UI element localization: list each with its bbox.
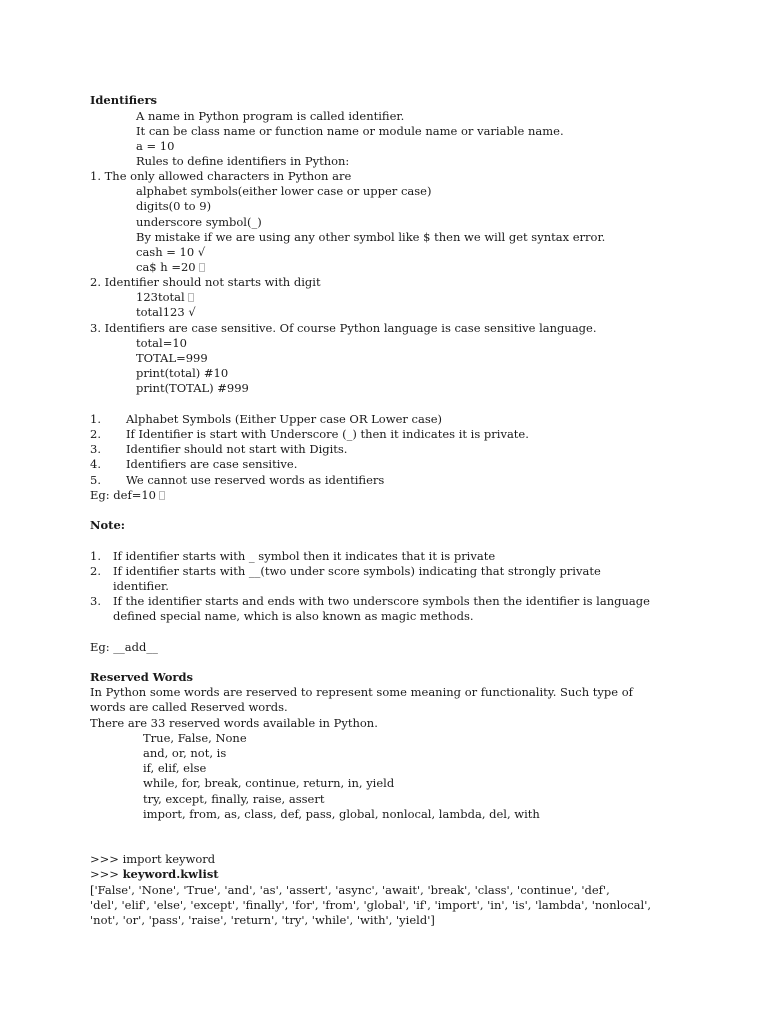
intro-line: A name in Python program is called identifier. [136,109,405,123]
summary-item: We cannot use reserved words as identifiers [126,473,385,487]
summary-item: Alphabet Symbols (Either Upper case OR Lower case) [126,412,443,426]
keyword-group: try, except, finally, raise, assert [143,792,325,806]
note-number: 1. [90,549,101,563]
summary-number: 1. [90,412,101,426]
valid-example [136,305,196,320]
example-code: total123 [136,305,185,319]
example-code: cash = 10 [136,245,195,259]
example-code: 123total [136,290,185,304]
rule-3-item: print(TOTAL) #999 [136,381,249,395]
note-item: If identifier starts with _ symbol then it indicates that it is private [113,549,496,563]
check-icon: √ [197,245,206,259]
rule-2-title: 2. Identifier should not starts with digit [90,275,321,289]
summary-number: 5. [90,473,101,487]
rule-3-item: TOTAL=999 [136,351,208,365]
note-heading: Note: [90,518,126,532]
invalid-example [136,290,194,305]
example-code: ca$ h =20 [136,260,196,274]
invalid-example [136,260,205,275]
intro-line: a = 10 [136,139,175,153]
note-item-continued: identifier. [113,579,169,593]
note-item-continued: defined special name, which is also known as magic methods. [113,609,474,623]
code-line [90,852,215,867]
keyword-group: True, False, None [143,731,247,745]
invalid-example [90,488,165,503]
keyword-group: import, from, as, class, def, pass, global, nonlocal, lambda, del, with [143,807,540,821]
intro-line: Rules to define identifiers in Python: [136,154,350,168]
note-example: Eg: __add__ [90,640,158,654]
intro-line: It can be class name or function name or module name or variable name. [136,124,564,138]
reserved-words-heading: Reserved Words [90,670,193,684]
summary-item: Identifier should not start with Digits. [126,442,348,456]
rule-3-title: 3. Identifiers are case sensitive. Of course Python language is case sensitive language. [90,321,597,335]
cross-box-icon [159,491,165,500]
summary-item: If Identifier is start with Underscore (_) then it indicates it is private. [126,427,529,441]
code-output: 'not', 'or', 'pass', 'raise', 'return', 'try', 'while', 'with', 'yield'] [90,913,435,927]
reserved-intro: words are called Reserved words. [90,700,288,714]
rule-1-item: By mistake if we are using any other symbol like $ then we will get syntax error. [136,230,606,244]
identifiers-heading: Identifiers [90,93,157,107]
rule-1-item: alphabet symbols(either lower case or upper case) [136,184,432,198]
code-output: 'del', 'elif', 'else', 'except', 'finally', 'for', 'from', 'global', 'if', 'import', 'in', 'is', 'lambda', 'nonlocal', [90,898,652,912]
code-text: import keyword [122,852,216,866]
note-item: If the identifier starts and ends with two underscore symbols then the identifier is language [113,594,650,608]
reserved-intro: There are 33 reserved words available in Python. [90,716,378,730]
rule-3-item: print(total) #10 [136,366,229,380]
code-line [90,867,219,882]
example-code: Eg: def=10 [90,488,156,502]
keyword-group: and, or, not, is [143,746,227,760]
reserved-intro: In Python some words are reserved to represent some meaning or functionality. Such type of [90,685,633,699]
cross-box-icon [199,263,205,272]
keyword-group: while, for, break, continue, return, in, yield [143,776,395,790]
rule-1-title: 1. The only allowed characters in Python are [90,169,352,183]
rule-3-item: total=10 [136,336,187,350]
prompt: >>> [90,852,119,866]
summary-item: Identifiers are case sensitive. [126,457,298,471]
cross-box-icon [188,293,194,302]
note-number: 2. [90,564,101,578]
rule-1-item: digits(0 to 9) [136,199,212,213]
prompt: >>> [90,867,119,881]
keyword-group: if, elif, else [143,761,207,775]
check-icon: √ [188,305,196,319]
code-output: ['False', 'None', 'True', 'and', 'as', 'assert', 'async', 'await', 'break', 'class', 'continue', 'def', [90,883,610,897]
summary-number: 3. [90,442,101,456]
note-item: If identifier starts with __(two under score symbols) indicating that strongly private [113,564,601,578]
summary-number: 2. [90,427,101,441]
summary-number: 4. [90,457,101,471]
code-text: keyword.kwlist [122,867,219,881]
rule-1-item: underscore symbol(_) [136,215,262,229]
note-number: 3. [90,594,101,608]
valid-example [136,245,205,260]
